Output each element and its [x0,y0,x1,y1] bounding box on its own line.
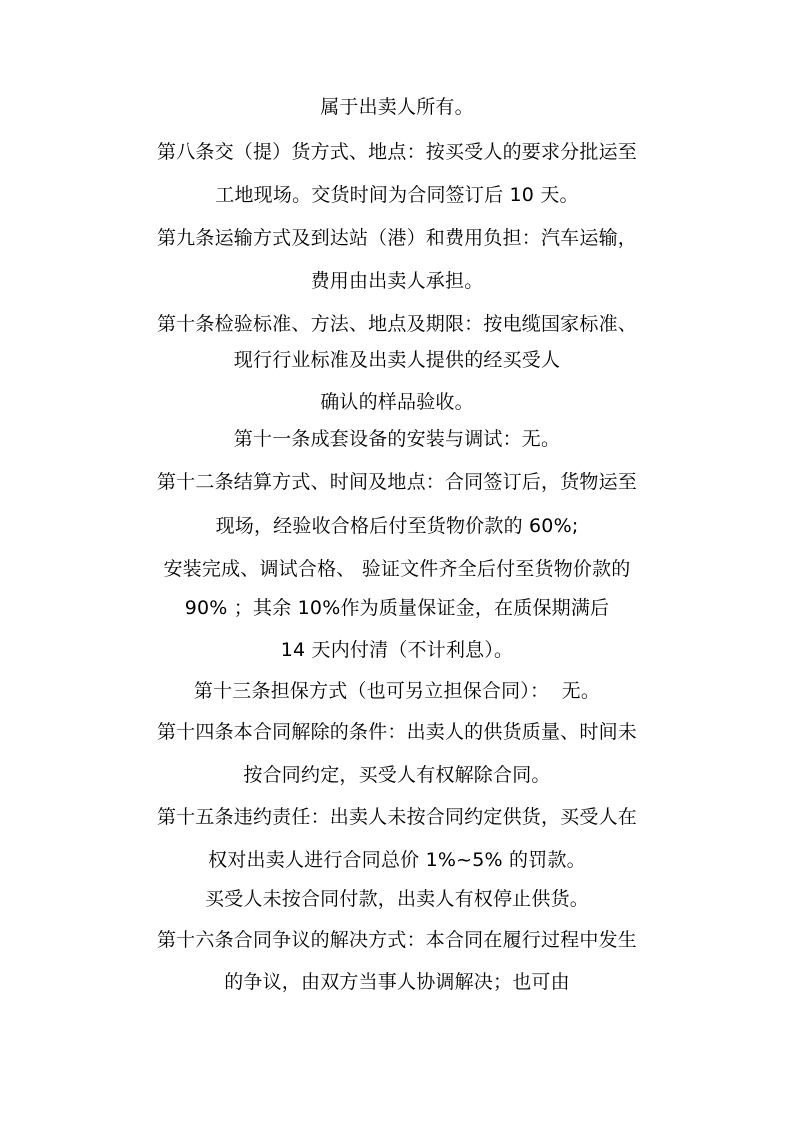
text-line: 安装完成、调试合格、 验证文件齐全后付至货物价款的 [163,558,631,580]
text-line: 第十五条违约责任：出卖人未按合同约定供货，买受人在 [156,806,637,828]
text-line: 费用由出卖人承担。 [310,270,484,292]
text-line: 现行行业标准及出卖人提供的经买受人 [233,349,561,371]
text-line: 按合同约定，买受人有权解除合同。 [243,764,551,786]
text-line: 权对出卖人进行合同总价 1%~5% 的罚款。 [208,849,586,871]
text-line: 90% ；其余 10%作为质量保证金，在质保期满后 [184,597,610,619]
text-line: 现场，经验收合格后付至货物价款的 60%; [215,515,579,537]
text-line: 第十六条合同争议的解决方式：本合同在履行过程中发生 [156,929,637,951]
text-line: 第十一条成套设备的安装与调试：无。 [233,428,561,450]
text-line: 第十二条结算方式、时间及地点：合同签订后，货物运至 [156,471,637,493]
text-line: 第十四条本合同解除的条件：出卖人的供货质量、时间未 [156,721,637,743]
text-line: 属于出卖人所有。 [320,96,474,118]
text-line: 14 天内付清（不计利息）。 [280,639,514,661]
text-line: 第八条交（提）货方式、地点：按买受人的要求分批运至 [156,141,637,163]
text-line: 工地现场。交货时间为合同签订后 10 天。 [215,184,579,206]
text-line: 买受人未按合同付款，出卖人有权停止供货。 [204,888,589,910]
text-line: 第九条运输方式及到达站（港）和费用负担：汽车运输， [156,227,637,249]
text-line: 确认的样品验收。 [320,391,474,413]
text-line: 第十三条担保方式（也可另立担保合同）： 无。 [193,680,601,702]
text-line: 的争议，由双方当事人协调解决；也可由 [224,971,570,993]
text-line: 第十条检验标准、方法、地点及期限：按电缆国家标准、 [156,313,637,335]
